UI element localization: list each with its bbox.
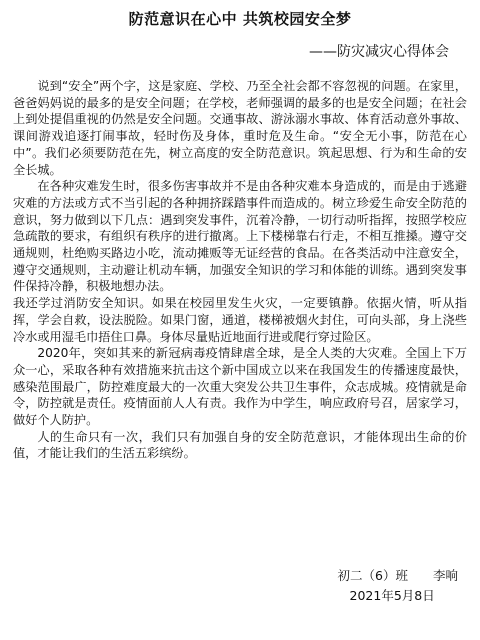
document-title: 防范意识在心中 共筑校园安全梦 <box>128 10 352 28</box>
paragraph-fire-safety: 我还学过消防安全知识。如果在校园里发生火灾，一定要镇静。依据火情，听从指挥，学会自救，设法脱险。如果门窗，通道，楼梯被烟火封住，可向头部，身上浇些冷水或用湿毛巾捂住口鼻。身体尽量贴近地面行进或爬行穿过险区。 <box>13 296 467 344</box>
signature-author: 初二（6）班 李响 <box>337 568 458 583</box>
paragraph-conclusion: 人的生命只有一次，我们只有加强自身的安全防范意识，才能体现出生命的价值，才能让我们的生活五彩缤纷。 <box>13 429 467 461</box>
signature-date: 2021年5月8日 <box>349 588 435 603</box>
paragraph-intro: 说到“安全”两个字，这是家庭、学校、乃至全社会都不容忽视的问题。在家里，爸爸妈妈说的最多的是安全问题；在学校，老师强调的最多的也是安全问题；在社会上到处提倡重视的仍然是安全问题。交通事故、游泳溺水事故、体育活动意外事故、课间游戏追逐打闹事故，轻时伤及身体，重时危及生命。“安全无小事，防范在心中”。我们必须要防范在先，树立高度的安全防范意识。筑起思想、行为和生命的安全长城。 <box>13 79 467 177</box>
document-subtitle: ——防灾减灾心得体会 <box>309 44 449 60</box>
paragraph-pandemic: 2020年，突如其来的新冠病毒疫情肆虐全球，是全人类的大灾难。全国上下万众一心，采取各种有效措施来抗击这个新中国成立以来在我国发生的传播速度最快，感染范围最广，防控难度最大的一次重大突发公共卫生事件，众志成城。疫情就是命令，防控就是责任。疫情面前人人有责。我作为中学生，响应政府号召，居家学习，做好个人防护。 <box>13 346 467 428</box>
signature-block <box>338 566 458 606</box>
paragraph-disaster: 在各种灾难发生时，很多伤害事故并不是由各种灾难本身造成的，而是由于逃避灾难的方法或方式不当引起的各种拥挤踩踏事件而造成的。树立珍爱生命安全防范的意识，努力做到以下几点：遇到突发事件，沉着冷静，一切行动听指挥，按照学校应急疏散的要求，有组织有秩序的进行撤离。上下楼梯靠右行走，不相互推搡。遵守交通规则，杜绝购买路边小吃，流动摊贩等无证经营的食品。在各类活动中注意安全，遵守交通规则，主动避让机动车辆，加强安全知识的学习和体能的训练。遇到突发事件保持冷静，积极地想办法。 <box>13 179 467 294</box>
